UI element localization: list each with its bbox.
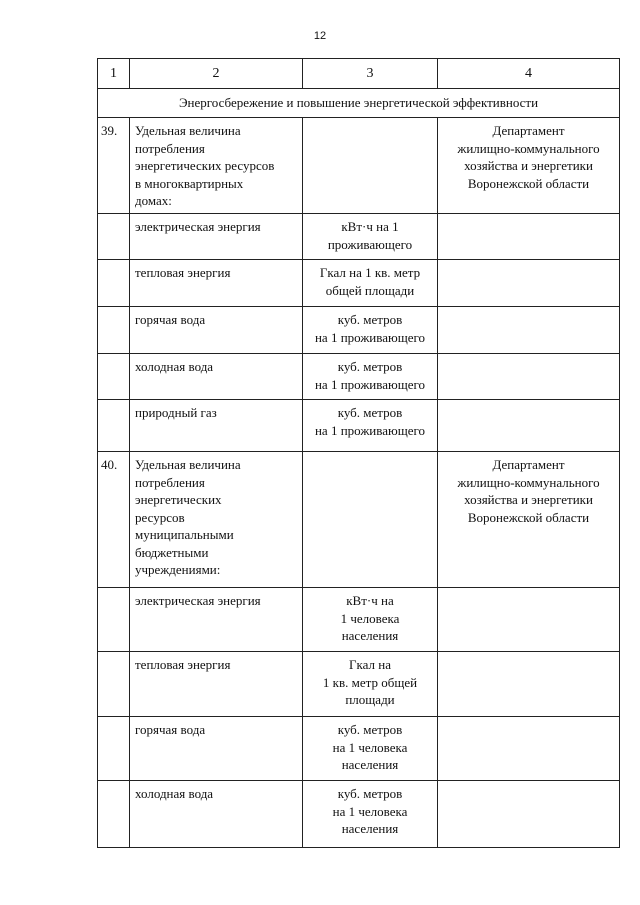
responsible-department bbox=[438, 452, 620, 588]
indicator-name-text: природный газ bbox=[135, 405, 217, 420]
unit-of-measure bbox=[303, 307, 438, 354]
row-number bbox=[98, 652, 130, 717]
responsible-department-text: Департамент жилищно-коммунального хозяйства и энергетики Воронежской области bbox=[457, 457, 600, 525]
table-row bbox=[98, 400, 620, 452]
row-number bbox=[98, 214, 130, 260]
unit-of-measure bbox=[303, 588, 438, 652]
indicator-name bbox=[130, 452, 303, 588]
header-col-1: 1 bbox=[98, 59, 130, 89]
responsible-department-text bbox=[438, 214, 619, 218]
unit-of-measure bbox=[303, 652, 438, 717]
row-number-text bbox=[98, 400, 129, 404]
indicators-table bbox=[97, 58, 620, 848]
header-col-3: 3 bbox=[303, 59, 438, 89]
unit-of-measure bbox=[303, 118, 438, 214]
row-number-text bbox=[98, 354, 129, 358]
table-row bbox=[98, 717, 620, 781]
row-number-text bbox=[98, 717, 129, 721]
responsible-department-text: Департамент жилищно-коммунального хозяйства и энергетики Воронежской области bbox=[457, 123, 600, 191]
responsible-department-text bbox=[438, 400, 619, 404]
responsible-department-text bbox=[438, 588, 619, 592]
indicator-name bbox=[130, 652, 303, 717]
unit-of-measure-text: кВт·ч на 1 проживающего bbox=[327, 219, 413, 252]
responsible-department-text bbox=[438, 354, 619, 358]
indicator-name-text: холодная вода bbox=[135, 786, 214, 801]
table-row bbox=[98, 588, 620, 652]
indicator-name bbox=[130, 214, 303, 260]
unit-of-measure-text: Гкал на 1 кв. метр общей площади bbox=[319, 265, 421, 298]
indicator-name-text: горячая вода bbox=[135, 312, 206, 327]
section-row bbox=[98, 89, 620, 118]
row-number-text bbox=[98, 588, 129, 592]
indicator-name-text: электрическая энергия bbox=[135, 219, 261, 234]
unit-of-measure bbox=[303, 717, 438, 781]
responsible-department bbox=[438, 118, 620, 214]
unit-of-measure bbox=[303, 260, 438, 307]
table-row bbox=[98, 214, 620, 260]
unit-of-measure-text: куб. метров на 1 человека населения bbox=[332, 722, 408, 772]
table-row bbox=[98, 118, 620, 214]
responsible-department-text bbox=[438, 260, 619, 264]
responsible-department bbox=[438, 354, 620, 400]
responsible-department bbox=[438, 214, 620, 260]
table-row bbox=[98, 307, 620, 354]
row-number-text bbox=[98, 652, 129, 656]
unit-of-measure-text: куб. метров на 1 проживающего bbox=[314, 312, 426, 345]
unit-of-measure-text: кВт·ч на 1 человека населения bbox=[340, 593, 400, 643]
indicator-name bbox=[130, 260, 303, 307]
row-number bbox=[98, 400, 130, 452]
row-number bbox=[98, 717, 130, 781]
table-row bbox=[98, 452, 620, 588]
indicator-name bbox=[130, 588, 303, 652]
unit-of-measure bbox=[303, 214, 438, 260]
table-row bbox=[98, 354, 620, 400]
unit-of-measure-text: куб. метров на 1 человека населения bbox=[332, 786, 408, 836]
row-number-text: 39. bbox=[101, 123, 118, 138]
responsible-department bbox=[438, 652, 620, 717]
indicator-name-text: холодная вода bbox=[135, 359, 214, 374]
unit-of-measure-text: Гкал на 1 кв. метр общей площади bbox=[322, 657, 418, 707]
row-number-text bbox=[98, 260, 129, 264]
table-row bbox=[98, 652, 620, 717]
row-number bbox=[98, 588, 130, 652]
table-row bbox=[98, 260, 620, 307]
unit-of-measure bbox=[303, 452, 438, 588]
page-number: 12 bbox=[313, 30, 327, 42]
indicator-name bbox=[130, 307, 303, 354]
responsible-department bbox=[438, 307, 620, 354]
indicator-name-text: тепловая энергия bbox=[135, 657, 231, 672]
indicator-name bbox=[130, 118, 303, 214]
section-title: Энергосбережение и повышение энергетической эффективности bbox=[98, 89, 620, 118]
responsible-department-text bbox=[438, 652, 619, 656]
responsible-department bbox=[438, 781, 620, 848]
header-col-4: 4 bbox=[438, 59, 620, 89]
indicator-name-text: Удельная величина потребления энергетических ресурсов в многоквартирных домах: bbox=[135, 123, 275, 208]
row-number-text bbox=[98, 307, 129, 311]
indicator-name-text: электрическая энергия bbox=[135, 593, 261, 608]
row-number bbox=[98, 307, 130, 354]
table-row bbox=[98, 781, 620, 848]
responsible-department bbox=[438, 400, 620, 452]
unit-of-measure bbox=[303, 400, 438, 452]
unit-of-measure bbox=[303, 781, 438, 848]
row-number-text: 40. bbox=[101, 457, 118, 472]
unit-of-measure bbox=[303, 354, 438, 400]
unit-of-measure-text: куб. метров на 1 проживающего bbox=[314, 405, 426, 438]
header-col-2: 2 bbox=[130, 59, 303, 89]
row-number bbox=[98, 354, 130, 400]
responsible-department bbox=[438, 588, 620, 652]
indicator-name-text: Удельная величина потребления энергетических ресурсов муниципальными бюджетными учреждениями: bbox=[135, 457, 241, 577]
indicator-name bbox=[130, 717, 303, 781]
unit-of-measure-text: куб. метров на 1 проживающего bbox=[314, 359, 426, 392]
indicator-name bbox=[130, 781, 303, 848]
row-number-text bbox=[98, 214, 129, 218]
row-number bbox=[98, 260, 130, 307]
responsible-department-text bbox=[438, 717, 619, 721]
responsible-department-text bbox=[438, 307, 619, 311]
responsible-department bbox=[438, 260, 620, 307]
row-number bbox=[98, 452, 130, 588]
unit-of-measure-text bbox=[303, 452, 437, 456]
responsible-department-text bbox=[438, 781, 619, 785]
row-number-text bbox=[98, 781, 129, 785]
unit-of-measure-text bbox=[303, 118, 437, 122]
row-number bbox=[98, 118, 130, 214]
indicator-name bbox=[130, 354, 303, 400]
indicator-name-text: горячая вода bbox=[135, 722, 206, 737]
indicator-name-text: тепловая энергия bbox=[135, 265, 231, 280]
row-number bbox=[98, 781, 130, 848]
indicator-name bbox=[130, 400, 303, 452]
responsible-department bbox=[438, 717, 620, 781]
header-row bbox=[98, 59, 620, 89]
